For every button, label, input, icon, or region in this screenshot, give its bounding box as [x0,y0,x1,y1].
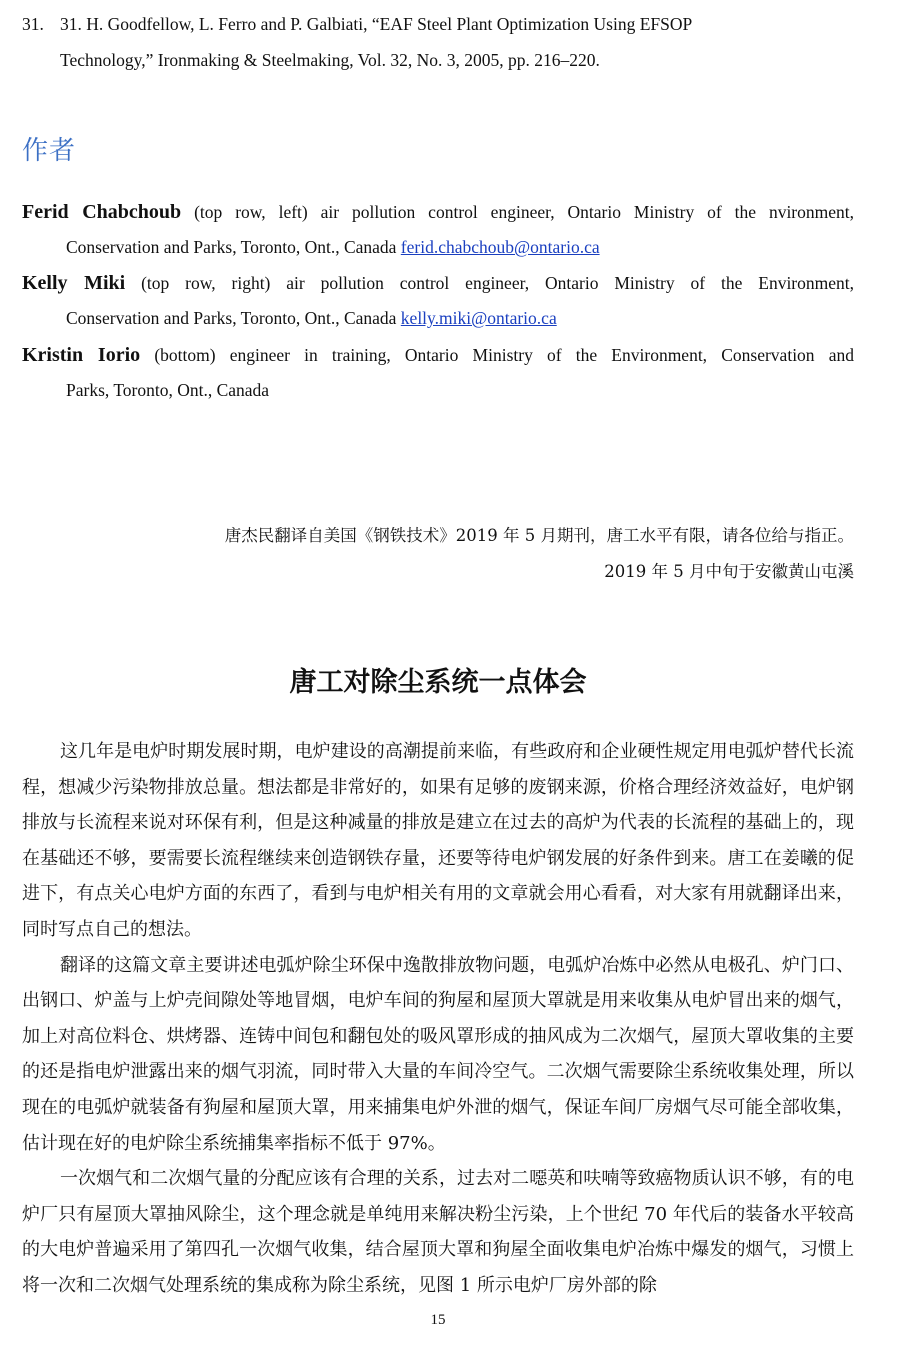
author-description: (bottom) engineer in training, Ontario Ministry of the Environment, Conservation and [140,345,854,365]
translator-date-location: 2019 年 5 月中旬于安徽黄山屯溪 [604,562,854,581]
article-title: 唐工对除尘系统一点体会 [289,667,587,698]
author-name: Kristin Iorio [22,344,141,366]
reference-text: 31. H. Goodfellow, L. Ferro and P. Galbiati, “EAF Steel Plant Optimization Using EFSOP [60,14,693,34]
reference-number: 31. [22,14,44,34]
author-description: (top row, right) air pollution control engineer, Ontario Ministry of the Environment, [125,273,854,293]
author-entry [22,195,854,265]
reference-continuation: Technology,” Ironmaking & Steelmaking, Vol. 32, No. 3, 2005, pp. 216–220. [60,50,600,70]
author-name: Kelly Miki [22,272,126,294]
author-affiliation: Conservation and Parks, Toronto, Ont., Canada [66,237,401,257]
author-entry [22,266,854,336]
author-entry [22,338,854,408]
body-paragraph: 这几年是电炉时期发展时期，电炉建设的高潮提前来临，有些政府和企业硬性规定用电弧炉替代长流程，想减少污染物排放总量。想法都是非常好的，如果有足够的废钢来源，价格合理经济效益好，电炉钢排放与长流程来说对环保有利，但是这种减量的排放是建立在过去的高炉为代表的长流程的基础上的，现在基础还不够，要需要长流程继续来创造钢铁存量，还要等待电炉钢发展的好条件到来。唐工在姜曦的促进下，有点关心电炉方面的东西了，看到与电炉相关有用的文章就会用心看看，对大家有用就翻译出来，同时写点自己的想法。 [22,741,854,940]
page-number: 15 [430,1312,446,1328]
body-paragraph: 一次烟气和二次烟气量的分配应该有合理的关系，过去对二噁英和呋喃等致癌物质认识不够，有的电炉厂只有屋顶大罩抽风除尘，这个理念就是单纯用来解决粉尘污染，上个世纪 70 年代后的装备水平较高的大电炉普遍采用了第四孔一次烟气收集，结合屋顶大罩和狗屋全面收集电炉冶炼中爆发的烟气，习惯上将一次和二次烟气处理系统的集成称为除尘系统，见图 1 所示电炉厂房外部的除 [22,1168,854,1296]
author-description: (top row, left) air pollution control engineer, Ontario Ministry of the nvironment, [181,202,855,222]
author-affiliation: Conservation and Parks, Toronto, Ont., Canada [66,308,401,328]
author-email-link[interactable]: kelly.miki@ontario.ca [400,308,557,328]
authors-heading: 作者 [22,136,77,166]
body-paragraph: 翻译的这篇文章主要讲述电弧炉除尘环保中逸散排放物问题，电弧炉冶炼中必然从电极孔、炉门口、出钢口、炉盖与上炉壳间隙处等地冒烟，电炉车间的狗屋和屋顶大罩就是用来收集从电炉冒出来的烟气，加上对高位料仓、烘烤器、连铸中间包和翻包处的吸风罩形成的抽风成为二次烟气，屋顶大罩收集的主要的还是指电炉泄露出来的烟气羽流，同时带入大量的车间冷空气。二次烟气需要除尘系统收集处理，所以现在的电弧炉就装备有狗屋和屋顶大罩，用来捕集电炉外泄的烟气，保证车间厂房烟气尽可能全部收集，估计现在好的电炉除尘系统捕集率指标不低于 97%。 [22,954,854,1154]
article-body [22,734,854,1304]
author-name: Ferid Chabchoub [22,201,182,223]
reference-entry [22,6,854,78]
author-affiliation: Parks, Toronto, Ont., Canada [66,380,270,400]
author-email-link[interactable]: ferid.chabchoub@ontario.ca [400,237,600,257]
translator-credit: 唐杰民翻译自美国《钢铁技术》2019 年 5 月期刊，唐工水平有限，请各位给与指正。 [224,526,854,545]
